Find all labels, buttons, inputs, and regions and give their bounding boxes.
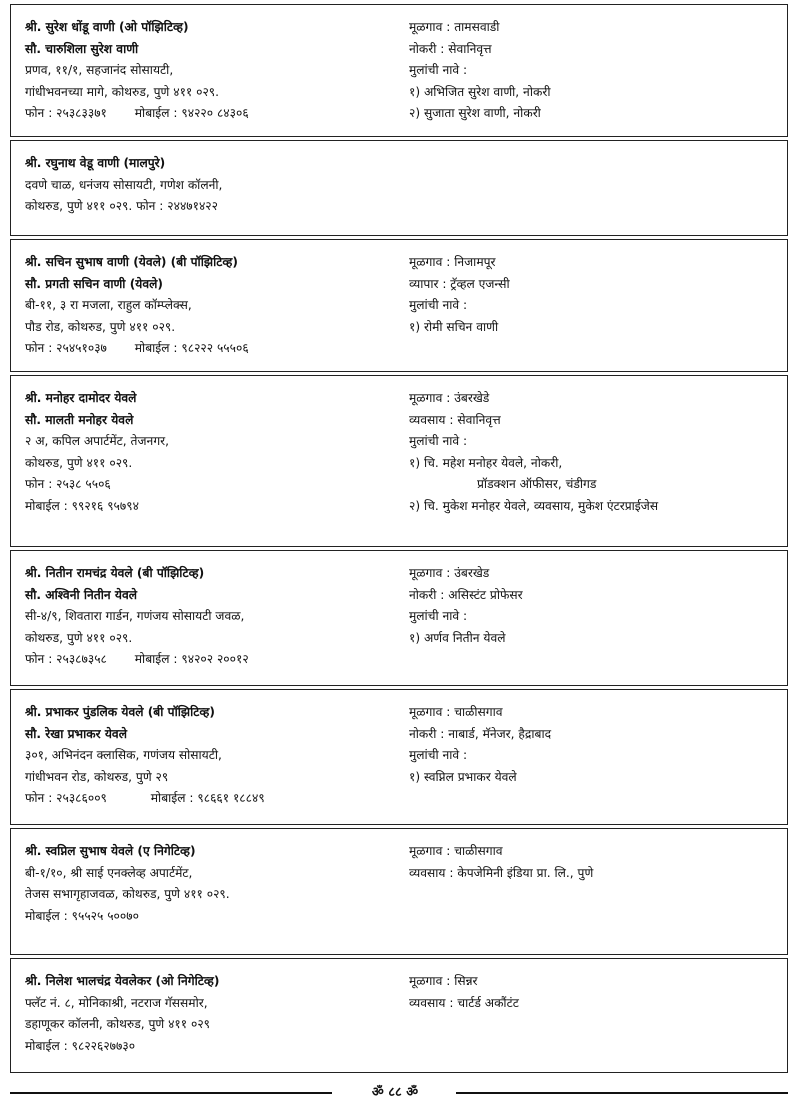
- spouse-name: सौ. रेखा प्रभाकर येवले: [25, 726, 127, 741]
- address-line: २ अ, कपिल अपार्टमेंट, तेजनगर,: [25, 434, 170, 449]
- entry-address-column: [25, 971, 395, 1057]
- native-place: मूळगाव : तामसवाडी: [409, 20, 500, 34]
- member-entry: [10, 828, 788, 955]
- contact-row: [25, 338, 395, 360]
- address-line: कोथरुड, पुणे ४११ ०२९.: [25, 455, 133, 470]
- entry-address-column: [25, 841, 395, 927]
- address-line: कोथरुड, पुणे ४११ ०२९. फोन : २४४७१४२२: [25, 199, 218, 214]
- footer-rule: [456, 1092, 788, 1094]
- child-item: २) चि. मुकेश मनोहर येवले, व्यवसाय, मुकेश एंटरप्राईजेस: [409, 498, 659, 513]
- child-item: १) स्वप्निल प्रभाकर येवले: [409, 769, 517, 784]
- contact-row: [25, 103, 395, 125]
- occupation: व्यापार : ट्रॅव्हल एजन्सी: [409, 276, 510, 291]
- member-entry: [10, 140, 788, 236]
- contact-row: [25, 788, 395, 810]
- entry-details-column: [409, 971, 785, 1014]
- mobile-number: मोबाईल : ९८२२६२७७३०: [25, 1038, 136, 1053]
- member-name: श्री. स्वप्निल सुभाष येवले (ए निगेटिव्ह): [25, 844, 196, 858]
- mobile-number: मोबाईल : ९५५२५ ५००७०: [25, 908, 139, 923]
- occupation: नोकरी : असिस्टंट प्रोफेसर: [409, 587, 523, 602]
- spouse-name: सौ. प्रगती सचिन वाणी (येवले): [25, 276, 163, 291]
- entry-details-column: [409, 388, 785, 518]
- children-heading: मुलांची नावे :: [409, 609, 468, 624]
- entry-address-column: [25, 252, 395, 360]
- address-line: बी-११, ३ रा मजला, राहुल कॉम्प्लेक्स,: [25, 298, 192, 313]
- native-place: मूळगाव : चाळीसगाव: [409, 844, 503, 858]
- mobile-number: मोबाईल : ९९२१६ ९५७९४: [25, 498, 139, 513]
- member-entry: [10, 375, 788, 547]
- entry-details-column: [409, 563, 785, 649]
- native-place: मूळगाव : निजामपूर: [409, 255, 496, 269]
- member-name: श्री. नितीन रामचंद्र येवले (बी पॉझिटिव्ह): [25, 566, 205, 580]
- member-name: श्री. निलेश भालचंद्र येवलेकर (ओ निगेटिव्ह): [25, 974, 220, 988]
- entry-details-column: [409, 841, 785, 884]
- address-line: बी-१/१०, श्री साई एनक्लेव्ह अपार्टमेंट,: [25, 865, 193, 880]
- child-item: १) अभिजित सुरेश वाणी, नोकरी: [409, 84, 551, 99]
- address-line: गांधीभवनच्या मागे, कोथरुड, पुणे ४११ ०२९.: [25, 84, 220, 99]
- occupation: नोकरी : नाबार्ड, मॅनेजर, हैद्राबाद: [409, 726, 552, 741]
- footer-rule: [10, 1092, 332, 1094]
- mobile-number: मोबाईल : ९८६६१ १८८४९: [150, 791, 265, 806]
- spouse-name: सौ. अश्विनी नितीन येवले: [25, 587, 137, 602]
- address-line: पौड रोड, कोथरुड, पुणे ४११ ०२९.: [25, 319, 176, 334]
- children-heading: मुलांची नावे :: [409, 63, 468, 78]
- member-name: श्री. मनोहर दामोदर येवले: [25, 391, 137, 405]
- phone-number: फोन : २५४५१०३७: [25, 341, 107, 356]
- address-line: डहाणूकर कॉलनी, कोथरुड, पुणे ४११ ०२९: [25, 1017, 210, 1032]
- occupation: व्यवसाय : चार्टर्ड अकौंटंट: [409, 995, 519, 1010]
- entry-details-column: [409, 702, 785, 788]
- spouse-name: सौ. मालती मनोहर येवले: [25, 412, 134, 427]
- member-entry: [10, 239, 788, 372]
- contact-row: [25, 649, 395, 671]
- member-name: श्री. सचिन सुभाष वाणी (येवले) (बी पॉझिटिव्ह): [25, 255, 238, 269]
- entry-address-column: [25, 388, 395, 518]
- children-heading: मुलांची नावे :: [409, 298, 468, 313]
- page-number: ॐ ८८ ॐ: [371, 1085, 419, 1100]
- address-line: गांधीभवन रोड, कोथरुड, पुणे २९: [25, 769, 169, 784]
- native-place: मूळगाव : उंबरखेडे: [409, 391, 490, 405]
- page-footer: [10, 1083, 788, 1103]
- child-item: १) चि. महेश मनोहर येवले, नोकरी,: [409, 455, 563, 470]
- member-name: श्री. रघुनाथ वेडू वाणी (मालपुरे): [25, 156, 166, 170]
- entry-address-column: [25, 153, 395, 218]
- children-heading: मुलांची नावे :: [409, 434, 468, 449]
- member-entry: [10, 958, 788, 1073]
- address-line: ३०१, अभिनंदन क्लासिक, गणंजय सोसायटी,: [25, 748, 222, 763]
- child-item: १) रोमी सचिन वाणी: [409, 319, 499, 334]
- occupation: नोकरी : सेवानिवृत्त: [409, 41, 492, 56]
- address-line: सी-४/९, शिवतारा गार्डन, गणंजय सोसायटी जवळ,: [25, 609, 245, 624]
- member-entry: [10, 689, 788, 825]
- phone-number: फोन : २५३८६००९: [25, 791, 107, 806]
- member-name: श्री. प्रभाकर पुंडलिक येवले (बी पॉझिटिव्ह): [25, 705, 215, 719]
- address-line: प्रणव, ११/१, सहजानंद सोसायटी,: [25, 63, 174, 78]
- child-item: १) अर्णव नितीन येवले: [409, 630, 506, 645]
- native-place: मूळगाव : चाळीसगाव: [409, 705, 503, 719]
- address-line: दवणे चाळ, धनंजय सोसायटी, गणेश कॉलनी,: [25, 177, 223, 192]
- spouse-name: सौ. चारुशिला सुरेश वाणी: [25, 41, 139, 56]
- occupation: व्यवसाय : केपजेमिनी इंडिया प्रा. लि., पुणे: [409, 865, 594, 880]
- mobile-number: मोबाईल : ९८२२२ ५५५०६: [134, 341, 249, 356]
- child-item-continued: प्रॉडक्शन ऑफीसर, चंडीगड: [477, 477, 597, 492]
- entry-details-column: [409, 252, 785, 338]
- member-name: श्री. सुरेश धोंडू वाणी (ओ पॉझिटिव्ह): [25, 20, 189, 34]
- phone-number: फोन : २५३८ ५५०६: [25, 477, 111, 492]
- native-place: मूळगाव : सिन्नर: [409, 974, 478, 988]
- entry-address-column: [25, 702, 395, 810]
- child-item: २) सुजाता सुरेश वाणी, नोकरी: [409, 106, 541, 121]
- phone-number: फोन : २५३८३३७१: [25, 106, 107, 121]
- entry-address-column: [25, 17, 395, 125]
- address-line: तेजस सभागृहाजवळ, कोथरुड, पुणे ४११ ०२९.: [25, 887, 230, 902]
- mobile-number: मोबाईल : ९४२२० ८४३०६: [134, 106, 249, 121]
- member-entry: [10, 550, 788, 686]
- address-line: कोथरुड, पुणे ४११ ०२९.: [25, 630, 133, 645]
- native-place: मूळगाव : उंबरखेड: [409, 566, 490, 580]
- member-entry: [10, 4, 788, 137]
- mobile-number: मोबाईल : ९४२०२ २००१२: [134, 652, 249, 667]
- occupation: व्यवसाय : सेवानिवृत्त: [409, 412, 501, 427]
- children-heading: मुलांची नावे :: [409, 748, 468, 763]
- entry-address-column: [25, 563, 395, 671]
- phone-number: फोन : २५३८७३५८: [25, 652, 107, 667]
- entry-details-column: [409, 17, 785, 125]
- address-line: फ्लॅट नं. ८, मोनिकाश्री, नटराज गॅससमोर,: [25, 995, 208, 1010]
